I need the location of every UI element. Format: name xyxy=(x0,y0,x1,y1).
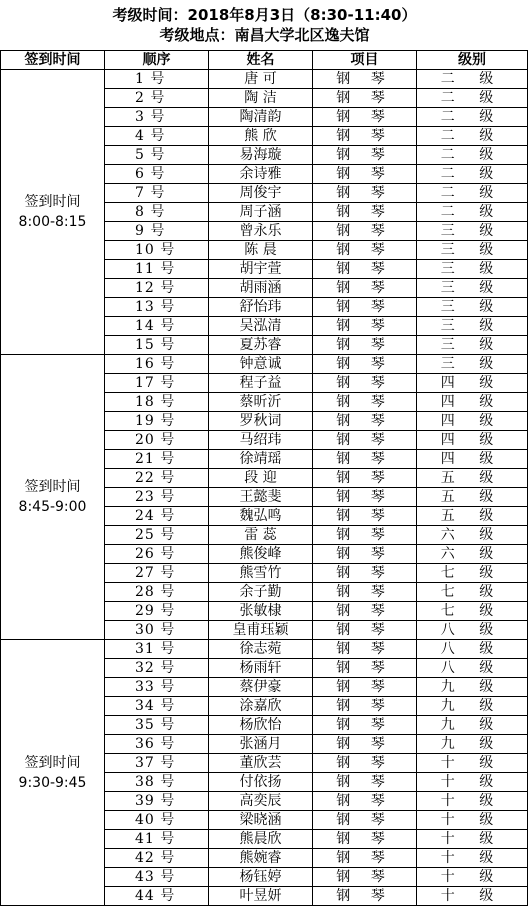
subject-cell: 钢 琴 xyxy=(313,260,417,279)
order-cell: 25 号 xyxy=(105,526,209,545)
name-cell: 董欣芸 xyxy=(209,754,313,773)
name-cell: 曾永乐 xyxy=(209,222,313,241)
order-cell: 20 号 xyxy=(105,431,209,450)
column-header-level: 级别 xyxy=(417,51,528,70)
order-cell: 21 号 xyxy=(105,450,209,469)
name-cell: 段 迎 xyxy=(209,469,313,488)
level-cell: 四 级 xyxy=(417,431,528,450)
level-cell: 四 级 xyxy=(417,393,528,412)
subject-cell: 钢 琴 xyxy=(313,754,417,773)
checkin-time-cell xyxy=(1,355,105,640)
name-cell: 马绍玮 xyxy=(209,431,313,450)
name-cell: 周子涵 xyxy=(209,203,313,222)
level-cell: 五 级 xyxy=(417,507,528,526)
subject-cell: 钢 琴 xyxy=(313,336,417,355)
checkin-time-range: 9:30-9:45 xyxy=(18,774,87,791)
level-cell: 二 级 xyxy=(417,89,528,108)
level-cell: 七 级 xyxy=(417,564,528,583)
name-cell: 熊俊峰 xyxy=(209,545,313,564)
subject-cell: 钢 琴 xyxy=(313,488,417,507)
column-header-order: 顺序 xyxy=(105,51,209,70)
level-cell: 三 级 xyxy=(417,279,528,298)
level-cell: 七 级 xyxy=(417,602,528,621)
subject-cell: 钢 琴 xyxy=(313,279,417,298)
subject-cell: 钢 琴 xyxy=(313,89,417,108)
order-cell: 12 号 xyxy=(105,279,209,298)
level-cell: 四 级 xyxy=(417,374,528,393)
name-cell: 钟意诚 xyxy=(209,355,313,374)
subject-cell: 钢 琴 xyxy=(313,697,417,716)
name-cell: 杨雨轩 xyxy=(209,659,313,678)
subject-cell: 钢 琴 xyxy=(313,412,417,431)
subject-cell: 钢 琴 xyxy=(313,108,417,127)
name-cell: 罗秋词 xyxy=(209,412,313,431)
name-cell: 蔡昕沂 xyxy=(209,393,313,412)
name-cell: 王懿斐 xyxy=(209,488,313,507)
subject-cell: 钢 琴 xyxy=(313,583,417,602)
order-cell: 36 号 xyxy=(105,735,209,754)
name-cell: 胡雨涵 xyxy=(209,279,313,298)
subject-cell: 钢 琴 xyxy=(313,393,417,412)
level-cell: 九 级 xyxy=(417,735,528,754)
name-cell: 魏弘鸣 xyxy=(209,507,313,526)
level-cell: 二 级 xyxy=(417,108,528,127)
order-cell: 5 号 xyxy=(105,146,209,165)
checkin-time-range: 8:00-8:15 xyxy=(18,214,87,230)
subject-cell: 钢 琴 xyxy=(313,70,417,89)
name-cell: 陈 晨 xyxy=(209,241,313,260)
level-cell: 十 级 xyxy=(417,849,528,868)
order-cell: 16 号 xyxy=(105,355,209,374)
name-cell: 吴泓清 xyxy=(209,317,313,336)
level-cell: 二 级 xyxy=(417,127,528,146)
order-cell: 6 号 xyxy=(105,165,209,184)
name-cell: 叶昱妍 xyxy=(209,887,313,906)
order-cell: 42 号 xyxy=(105,849,209,868)
name-cell: 徐靖瑶 xyxy=(209,450,313,469)
subject-cell: 钢 琴 xyxy=(313,374,417,393)
subject-cell: 钢 琴 xyxy=(313,792,417,811)
name-cell: 周俊宇 xyxy=(209,184,313,203)
level-cell: 三 级 xyxy=(417,317,528,336)
name-cell: 易海璇 xyxy=(209,146,313,165)
checkin-time-cell xyxy=(1,640,105,906)
level-cell: 三 级 xyxy=(417,241,528,260)
order-cell: 40 号 xyxy=(105,811,209,830)
subject-cell: 钢 琴 xyxy=(313,431,417,450)
table-body xyxy=(1,70,528,906)
order-cell: 28 号 xyxy=(105,583,209,602)
subject-cell: 钢 琴 xyxy=(313,564,417,583)
order-cell: 31 号 xyxy=(105,640,209,659)
subject-cell: 钢 琴 xyxy=(313,849,417,868)
level-cell: 六 级 xyxy=(417,526,528,545)
level-cell: 六 级 xyxy=(417,545,528,564)
order-cell: 8 号 xyxy=(105,203,209,222)
level-cell: 八 级 xyxy=(417,659,528,678)
level-cell: 十 级 xyxy=(417,887,528,906)
name-cell: 程子益 xyxy=(209,374,313,393)
level-cell: 五 级 xyxy=(417,469,528,488)
level-cell: 九 级 xyxy=(417,716,528,735)
order-cell: 30 号 xyxy=(105,621,209,640)
order-cell: 3 号 xyxy=(105,108,209,127)
name-cell: 杨钰婷 xyxy=(209,868,313,887)
column-header-checkin-time: 签到时间 xyxy=(1,51,105,70)
order-cell: 39 号 xyxy=(105,792,209,811)
table-row xyxy=(1,70,528,89)
order-cell: 4 号 xyxy=(105,127,209,146)
order-cell: 23 号 xyxy=(105,488,209,507)
table-row xyxy=(1,640,528,659)
level-cell: 三 级 xyxy=(417,260,528,279)
level-cell: 九 级 xyxy=(417,697,528,716)
checkin-label: 签到时间 xyxy=(24,479,81,495)
subject-cell: 钢 琴 xyxy=(313,716,417,735)
level-cell: 十 级 xyxy=(417,754,528,773)
exam-schedule-table xyxy=(0,50,528,906)
order-cell: 37 号 xyxy=(105,754,209,773)
level-cell: 二 级 xyxy=(417,70,528,89)
order-cell: 26 号 xyxy=(105,545,209,564)
name-cell: 唐 可 xyxy=(209,70,313,89)
level-cell: 八 级 xyxy=(417,640,528,659)
subject-cell: 钢 琴 xyxy=(313,184,417,203)
subject-cell: 钢 琴 xyxy=(313,811,417,830)
checkin-time-cell xyxy=(1,70,105,355)
name-cell: 涂嘉欣 xyxy=(209,697,313,716)
order-cell: 43 号 xyxy=(105,868,209,887)
name-cell: 雷 蕊 xyxy=(209,526,313,545)
exam-time-title: 考级时间：2018年8月3日（8:30-11:40） xyxy=(112,6,417,24)
name-cell: 胡宇萱 xyxy=(209,260,313,279)
order-cell: 35 号 xyxy=(105,716,209,735)
name-cell: 高奕辰 xyxy=(209,792,313,811)
subject-cell: 钢 琴 xyxy=(313,868,417,887)
column-header-name: 姓名 xyxy=(209,51,313,70)
name-cell: 张敏棣 xyxy=(209,602,313,621)
order-cell: 41 号 xyxy=(105,830,209,849)
name-cell: 熊晨欣 xyxy=(209,830,313,849)
exam-location-title: 考级地点：南昌大学北区逸夫馆 xyxy=(159,26,370,44)
column-header-subject: 项目 xyxy=(313,51,417,70)
level-cell: 三 级 xyxy=(417,336,528,355)
order-cell: 7 号 xyxy=(105,184,209,203)
order-cell: 19 号 xyxy=(105,412,209,431)
subject-cell: 钢 琴 xyxy=(313,773,417,792)
order-cell: 32 号 xyxy=(105,659,209,678)
name-cell: 余子勤 xyxy=(209,583,313,602)
table-row xyxy=(1,355,528,374)
subject-cell: 钢 琴 xyxy=(313,146,417,165)
order-cell: 15 号 xyxy=(105,336,209,355)
level-cell: 十 级 xyxy=(417,868,528,887)
subject-cell: 钢 琴 xyxy=(313,165,417,184)
order-cell: 18 号 xyxy=(105,393,209,412)
checkin-label: 签到时间 xyxy=(24,194,81,210)
subject-cell: 钢 琴 xyxy=(313,450,417,469)
order-cell: 17 号 xyxy=(105,374,209,393)
order-cell: 24 号 xyxy=(105,507,209,526)
table-header-row xyxy=(1,51,528,70)
name-cell: 熊 欣 xyxy=(209,127,313,146)
subject-cell: 钢 琴 xyxy=(313,678,417,697)
level-cell: 四 级 xyxy=(417,450,528,469)
subject-cell: 钢 琴 xyxy=(313,127,417,146)
name-cell: 张涵月 xyxy=(209,735,313,754)
order-cell: 2 号 xyxy=(105,89,209,108)
subject-cell: 钢 琴 xyxy=(313,222,417,241)
subject-cell: 钢 琴 xyxy=(313,602,417,621)
order-cell: 27 号 xyxy=(105,564,209,583)
subject-cell: 钢 琴 xyxy=(313,659,417,678)
level-cell: 九 级 xyxy=(417,678,528,697)
name-cell: 夏苏睿 xyxy=(209,336,313,355)
order-cell: 34 号 xyxy=(105,697,209,716)
level-cell: 七 级 xyxy=(417,583,528,602)
checkin-label: 签到时间 xyxy=(24,754,81,771)
order-cell: 1 号 xyxy=(105,70,209,89)
level-cell: 五 级 xyxy=(417,488,528,507)
level-cell: 三 级 xyxy=(417,222,528,241)
name-cell: 陶 洁 xyxy=(209,89,313,108)
level-cell: 八 级 xyxy=(417,621,528,640)
subject-cell: 钢 琴 xyxy=(313,735,417,754)
name-cell: 余诗雅 xyxy=(209,165,313,184)
level-cell: 三 级 xyxy=(417,355,528,374)
level-cell: 十 级 xyxy=(417,811,528,830)
order-cell: 44 号 xyxy=(105,887,209,906)
level-cell: 二 级 xyxy=(417,184,528,203)
checkin-time-range: 8:45-9:00 xyxy=(18,499,87,515)
order-cell: 29 号 xyxy=(105,602,209,621)
order-cell: 38 号 xyxy=(105,773,209,792)
name-cell: 杨欣怡 xyxy=(209,716,313,735)
subject-cell: 钢 琴 xyxy=(313,355,417,374)
subject-cell: 钢 琴 xyxy=(313,317,417,336)
subject-cell: 钢 琴 xyxy=(313,526,417,545)
level-cell: 二 级 xyxy=(417,203,528,222)
subject-cell: 钢 琴 xyxy=(313,241,417,260)
name-cell: 熊雪竹 xyxy=(209,564,313,583)
subject-cell: 钢 琴 xyxy=(313,507,417,526)
subject-cell: 钢 琴 xyxy=(313,830,417,849)
level-cell: 二 级 xyxy=(417,165,528,184)
name-cell: 皇甫珏颖 xyxy=(209,621,313,640)
order-cell: 33 号 xyxy=(105,678,209,697)
level-cell: 三 级 xyxy=(417,298,528,317)
order-cell: 10 号 xyxy=(105,241,209,260)
name-cell: 付依扬 xyxy=(209,773,313,792)
name-cell: 梁晓涵 xyxy=(209,811,313,830)
order-cell: 13 号 xyxy=(105,298,209,317)
name-cell: 舒怡玮 xyxy=(209,298,313,317)
order-cell: 9 号 xyxy=(105,222,209,241)
subject-cell: 钢 琴 xyxy=(313,640,417,659)
subject-cell: 钢 琴 xyxy=(313,545,417,564)
subject-cell: 钢 琴 xyxy=(313,621,417,640)
name-cell: 蔡伊豪 xyxy=(209,678,313,697)
level-cell: 十 级 xyxy=(417,773,528,792)
subject-cell: 钢 琴 xyxy=(313,298,417,317)
subject-cell: 钢 琴 xyxy=(313,887,417,906)
level-cell: 十 级 xyxy=(417,830,528,849)
name-cell: 熊婉睿 xyxy=(209,849,313,868)
order-cell: 11 号 xyxy=(105,260,209,279)
order-cell: 22 号 xyxy=(105,469,209,488)
level-cell: 十 级 xyxy=(417,792,528,811)
level-cell: 四 级 xyxy=(417,412,528,431)
name-cell: 徐志菀 xyxy=(209,640,313,659)
subject-cell: 钢 琴 xyxy=(313,469,417,488)
order-cell: 14 号 xyxy=(105,317,209,336)
name-cell: 陶清韵 xyxy=(209,108,313,127)
subject-cell: 钢 琴 xyxy=(313,203,417,222)
level-cell: 二 级 xyxy=(417,146,528,165)
